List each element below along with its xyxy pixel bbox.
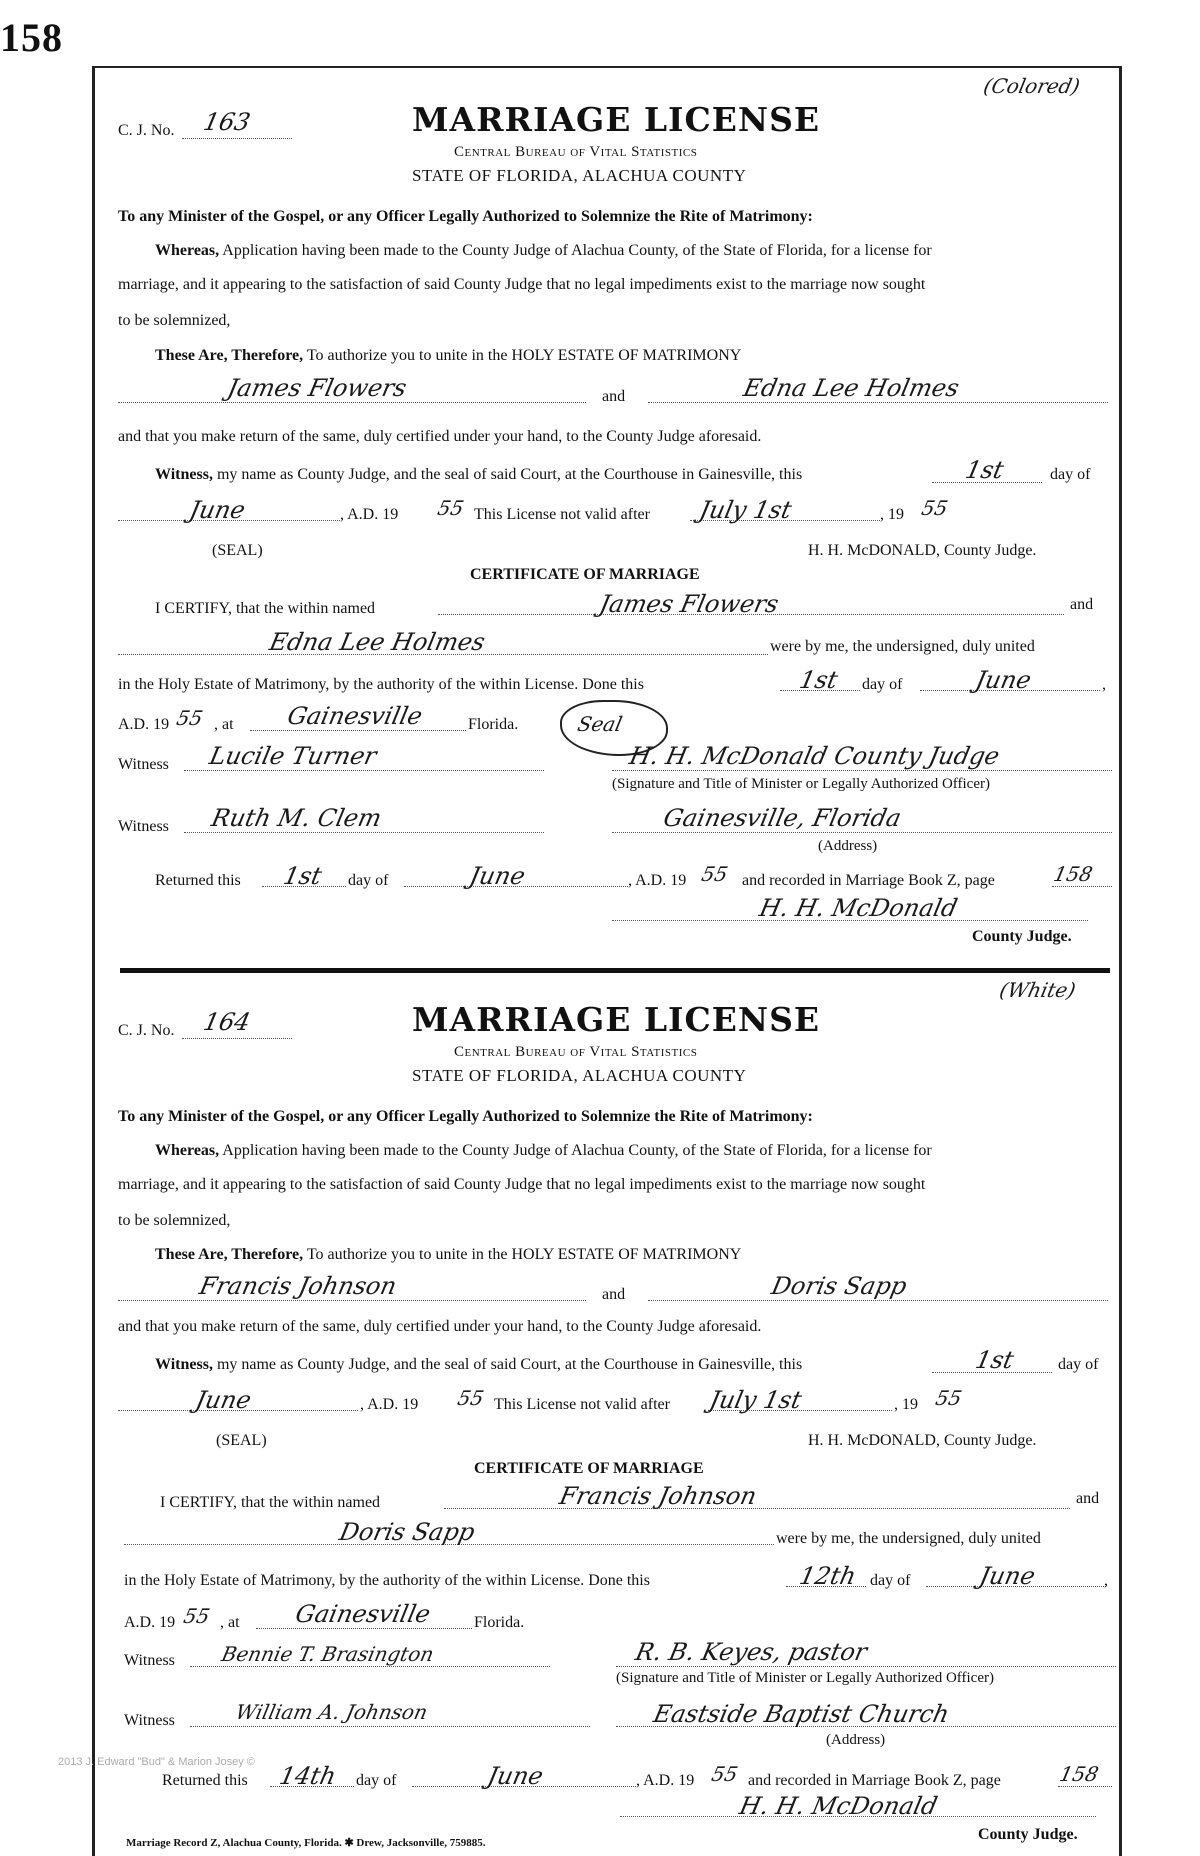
issue-month: June	[187, 496, 248, 524]
state-line: STATE OF FLORIDA, ALACHUA COUNTY	[412, 166, 747, 185]
holy-estate-label: in the Holy Estate of Matrimony, by the authority of the within License. Done this	[124, 1572, 650, 1589]
officiant-signature: R. B. Keyes, pastor	[633, 1638, 870, 1666]
returned-day-of-label: day of	[356, 1772, 397, 1789]
license-title: MARRIAGE LICENSE	[412, 1000, 821, 1039]
returned-label: Returned this	[162, 1772, 248, 1789]
and-label: and	[602, 388, 626, 405]
returned-year: 55	[709, 1762, 741, 1786]
marriage-place: Gainesville	[285, 702, 425, 730]
state-line: STATE OF FLORIDA, ALACHUA COUNTY	[412, 1066, 747, 1085]
witness1-label: Witness	[118, 756, 169, 773]
witness2-label: Witness	[124, 1712, 175, 1729]
returned-ad-label: , A.D. 19	[636, 1772, 695, 1789]
returned-day: 14th	[277, 1762, 339, 1790]
sig-title-label: (Signature and Title of Minister or Legally Authorized Officer)	[612, 776, 990, 792]
cert-bride: Doris Sapp	[337, 1518, 478, 1546]
record-page: 158	[1057, 1762, 1101, 1786]
make-return-line: and that you make return of the same, duly certified under your hand, to the County Judge aforesaid.	[118, 1318, 762, 1335]
seal-note: Seal	[575, 712, 625, 736]
bureau-line: Central Bureau of Vital Statistics	[454, 144, 698, 160]
county-judge-label: County Judge.	[978, 1826, 1078, 1843]
race-note: (White)	[997, 978, 1078, 1002]
whereas-line-3: to be solemnized,	[118, 312, 231, 329]
section-divider	[120, 968, 1110, 973]
ad-label: , A.D. 19	[340, 506, 399, 523]
florida-label: Florida.	[474, 1614, 525, 1631]
witness-text: my name as County Judge, and the seal of said Court, at the Courthouse in Gainesville, this	[216, 466, 803, 483]
ad-label-2: A.D. 19	[124, 1614, 176, 1631]
cert-and-label: and	[1070, 596, 1094, 613]
seal-label: (SEAL)	[212, 542, 263, 559]
bride-name: Doris Sapp	[769, 1272, 910, 1300]
make-return-line: and that you make return of the same, duly certified under your hand, to the County Judge aforesaid.	[118, 428, 762, 445]
marriage-place: Gainesville	[293, 1600, 433, 1628]
recorded-label: and recorded in Marriage Book Z, page	[748, 1772, 1001, 1789]
done-month: June	[977, 1562, 1038, 1590]
issue-year: 55	[455, 1386, 487, 1410]
at-label: , at	[214, 716, 234, 733]
returned-label: Returned this	[155, 872, 241, 889]
valid-year-label: , 19	[880, 506, 904, 523]
issue-day: 1st	[973, 1346, 1017, 1374]
certify-label: I CERTIFY, that the within named	[155, 600, 376, 617]
judge-signature: H. H. McDonald	[737, 1792, 940, 1820]
seal-label: (SEAL)	[216, 1432, 267, 1449]
day-of-label: day of	[1058, 1356, 1099, 1373]
returned-ad-label: , A.D. 19	[628, 872, 687, 889]
cert-groom: James Flowers	[597, 590, 782, 618]
done-day-of-label: day of	[870, 1572, 911, 1589]
returned-month: June	[467, 862, 528, 890]
page-number: 158	[0, 15, 63, 60]
done-day: 12th	[797, 1562, 859, 1590]
witness-line	[155, 1356, 802, 1374]
were-by-me-label: were by me, the undersigned, duly united	[770, 638, 1035, 655]
done-day: 1st	[797, 666, 841, 694]
whereas-line-1	[155, 1142, 932, 1160]
returned-year: 55	[699, 862, 731, 886]
cj-number: 163	[201, 108, 253, 136]
whereas-line-2: marriage, and it appearing to the satisfaction of said County Judge that no legal impediments exist to the marriage now sought	[118, 276, 926, 293]
these-are-text: To authorize you to unite in the HOLY ESTATE OF MATRIMONY	[306, 347, 742, 364]
valid-year: 55	[933, 1386, 965, 1410]
whereas-line-2: marriage, and it appearing to the satisfaction of said County Judge that no legal impediments exist to the marriage now sought	[118, 1176, 926, 1193]
witness2-label: Witness	[118, 818, 169, 835]
holy-estate-label: in the Holy Estate of Matrimony, by the authority of the within License. Done this	[118, 676, 644, 693]
recorded-label: and recorded in Marriage Book Z, page	[742, 872, 995, 889]
judge-printed-name: H. H. McDONALD, County Judge.	[808, 1432, 1037, 1449]
these-are-lead: These Are, Therefore,	[155, 1246, 304, 1263]
bureau-line: Central Bureau of Vital Statistics	[454, 1044, 698, 1060]
officiant-signature: H. H. McDonald County Judge	[627, 742, 1003, 770]
officiant-address: Gainesville, Florida	[661, 804, 904, 832]
certify-label: I CERTIFY, that the within named	[160, 1494, 381, 1511]
whereas-text: Application having been made to the County Judge of Alachua County, of the State of Florida, for a license for	[222, 1142, 932, 1159]
witness-lead: Witness,	[155, 1356, 213, 1373]
issue-year: 55	[435, 496, 467, 520]
witness1-signature: Bennie T. Brasington	[219, 1642, 437, 1666]
returned-day: 1st	[281, 862, 325, 890]
done-comma: ,	[1102, 676, 1106, 693]
returned-month: June	[485, 1762, 546, 1790]
whereas-lead: Whereas,	[155, 242, 220, 259]
done-year: 55	[181, 1604, 213, 1628]
valid-year: 55	[919, 496, 951, 520]
cert-and-label: and	[1076, 1490, 1100, 1507]
done-comma: ,	[1104, 1572, 1108, 1589]
county-judge-label: County Judge.	[972, 928, 1072, 945]
witness-text: my name as County Judge, and the seal of said Court, at the Courthouse in Gainesville, this	[216, 1356, 803, 1373]
these-are-lead: These Are, Therefore,	[155, 347, 304, 364]
cj-no-label: C. J. No.	[118, 1022, 175, 1039]
not-valid-label: This License not valid after	[494, 1396, 670, 1413]
witness1-signature: Lucile Turner	[207, 742, 380, 770]
valid-until: July 1st	[697, 496, 795, 524]
whereas-text: Application having been made to the County Judge of Alachua County, of the State of Florida, for a license for	[222, 242, 932, 259]
valid-year-label: , 19	[894, 1396, 918, 1413]
groom-name: Francis Johnson	[197, 1272, 400, 1300]
bride-name: Edna Lee Holmes	[741, 374, 962, 402]
were-by-me-label: were by me, the undersigned, duly united	[776, 1530, 1041, 1547]
address-label: (Address)	[826, 1732, 886, 1748]
cert-bride: Edna Lee Holmes	[267, 628, 488, 656]
groom-name: James Flowers	[225, 374, 410, 402]
at-label: , at	[220, 1614, 240, 1631]
these-are-text: To authorize you to unite in the HOLY ESTATE OF MATRIMONY	[306, 1246, 742, 1263]
officiant-address: Eastside Baptist Church	[651, 1700, 952, 1728]
address-line: To any Minister of the Gospel, or any Officer Legally Authorized to Solemnize the Rite of Matrimony:	[118, 208, 813, 225]
race-note: (Colored)	[981, 74, 1083, 98]
license-title: MARRIAGE LICENSE	[412, 100, 821, 139]
not-valid-label: This License not valid after	[474, 506, 650, 523]
witness2-signature: William A. Johnson	[233, 1700, 430, 1724]
cert-groom: Francis Johnson	[557, 1482, 760, 1510]
certificate-heading: CERTIFICATE OF MARRIAGE	[474, 1460, 704, 1477]
issue-day: 1st	[963, 456, 1007, 484]
whereas-line-3: to be solemnized,	[118, 1212, 231, 1229]
address-label: (Address)	[818, 838, 878, 854]
done-day-of-label: day of	[862, 676, 903, 693]
ad-label: , A.D. 19	[360, 1396, 419, 1413]
whereas-lead: Whereas,	[155, 1142, 220, 1159]
these-are-line	[155, 1246, 741, 1264]
cj-no-label: C. J. No.	[118, 122, 175, 139]
whereas-line-1	[155, 242, 932, 260]
done-month: June	[973, 666, 1034, 694]
ad-label-2: A.D. 19	[118, 716, 170, 733]
address-line: To any Minister of the Gospel, or any Officer Legally Authorized to Solemnize the Rite of Matrimony:	[118, 1108, 813, 1125]
judge-signature: H. H. McDonald	[757, 894, 960, 922]
these-are-line	[155, 347, 741, 365]
witness-lead: Witness,	[155, 466, 213, 483]
judge-printed-name: H. H. McDONALD, County Judge.	[808, 542, 1037, 559]
and-label: and	[602, 1286, 626, 1303]
valid-until: July 1st	[707, 1386, 805, 1414]
copyright-watermark: 2013 J. Edward "Bud" & Marion Josey ©	[58, 1756, 255, 1768]
returned-day-of-label: day of	[348, 872, 389, 889]
witness-line	[155, 466, 802, 484]
sig-title-label: (Signature and Title of Minister or Legally Authorized Officer)	[616, 1670, 994, 1686]
done-year: 55	[174, 706, 206, 730]
day-of-label: day of	[1050, 466, 1091, 483]
footer-imprint: Marriage Record Z, Alachua County, Florida. ✱ Drew, Jacksonville, 759885.	[126, 1837, 486, 1849]
witness2-signature: Ruth M. Clem	[209, 804, 385, 832]
certificate-heading: CERTIFICATE OF MARRIAGE	[470, 566, 700, 583]
record-page: 158	[1051, 862, 1095, 886]
cj-number: 164	[201, 1008, 253, 1036]
witness1-label: Witness	[124, 1652, 175, 1669]
issue-month: June	[193, 1386, 254, 1414]
florida-label: Florida.	[468, 716, 519, 733]
